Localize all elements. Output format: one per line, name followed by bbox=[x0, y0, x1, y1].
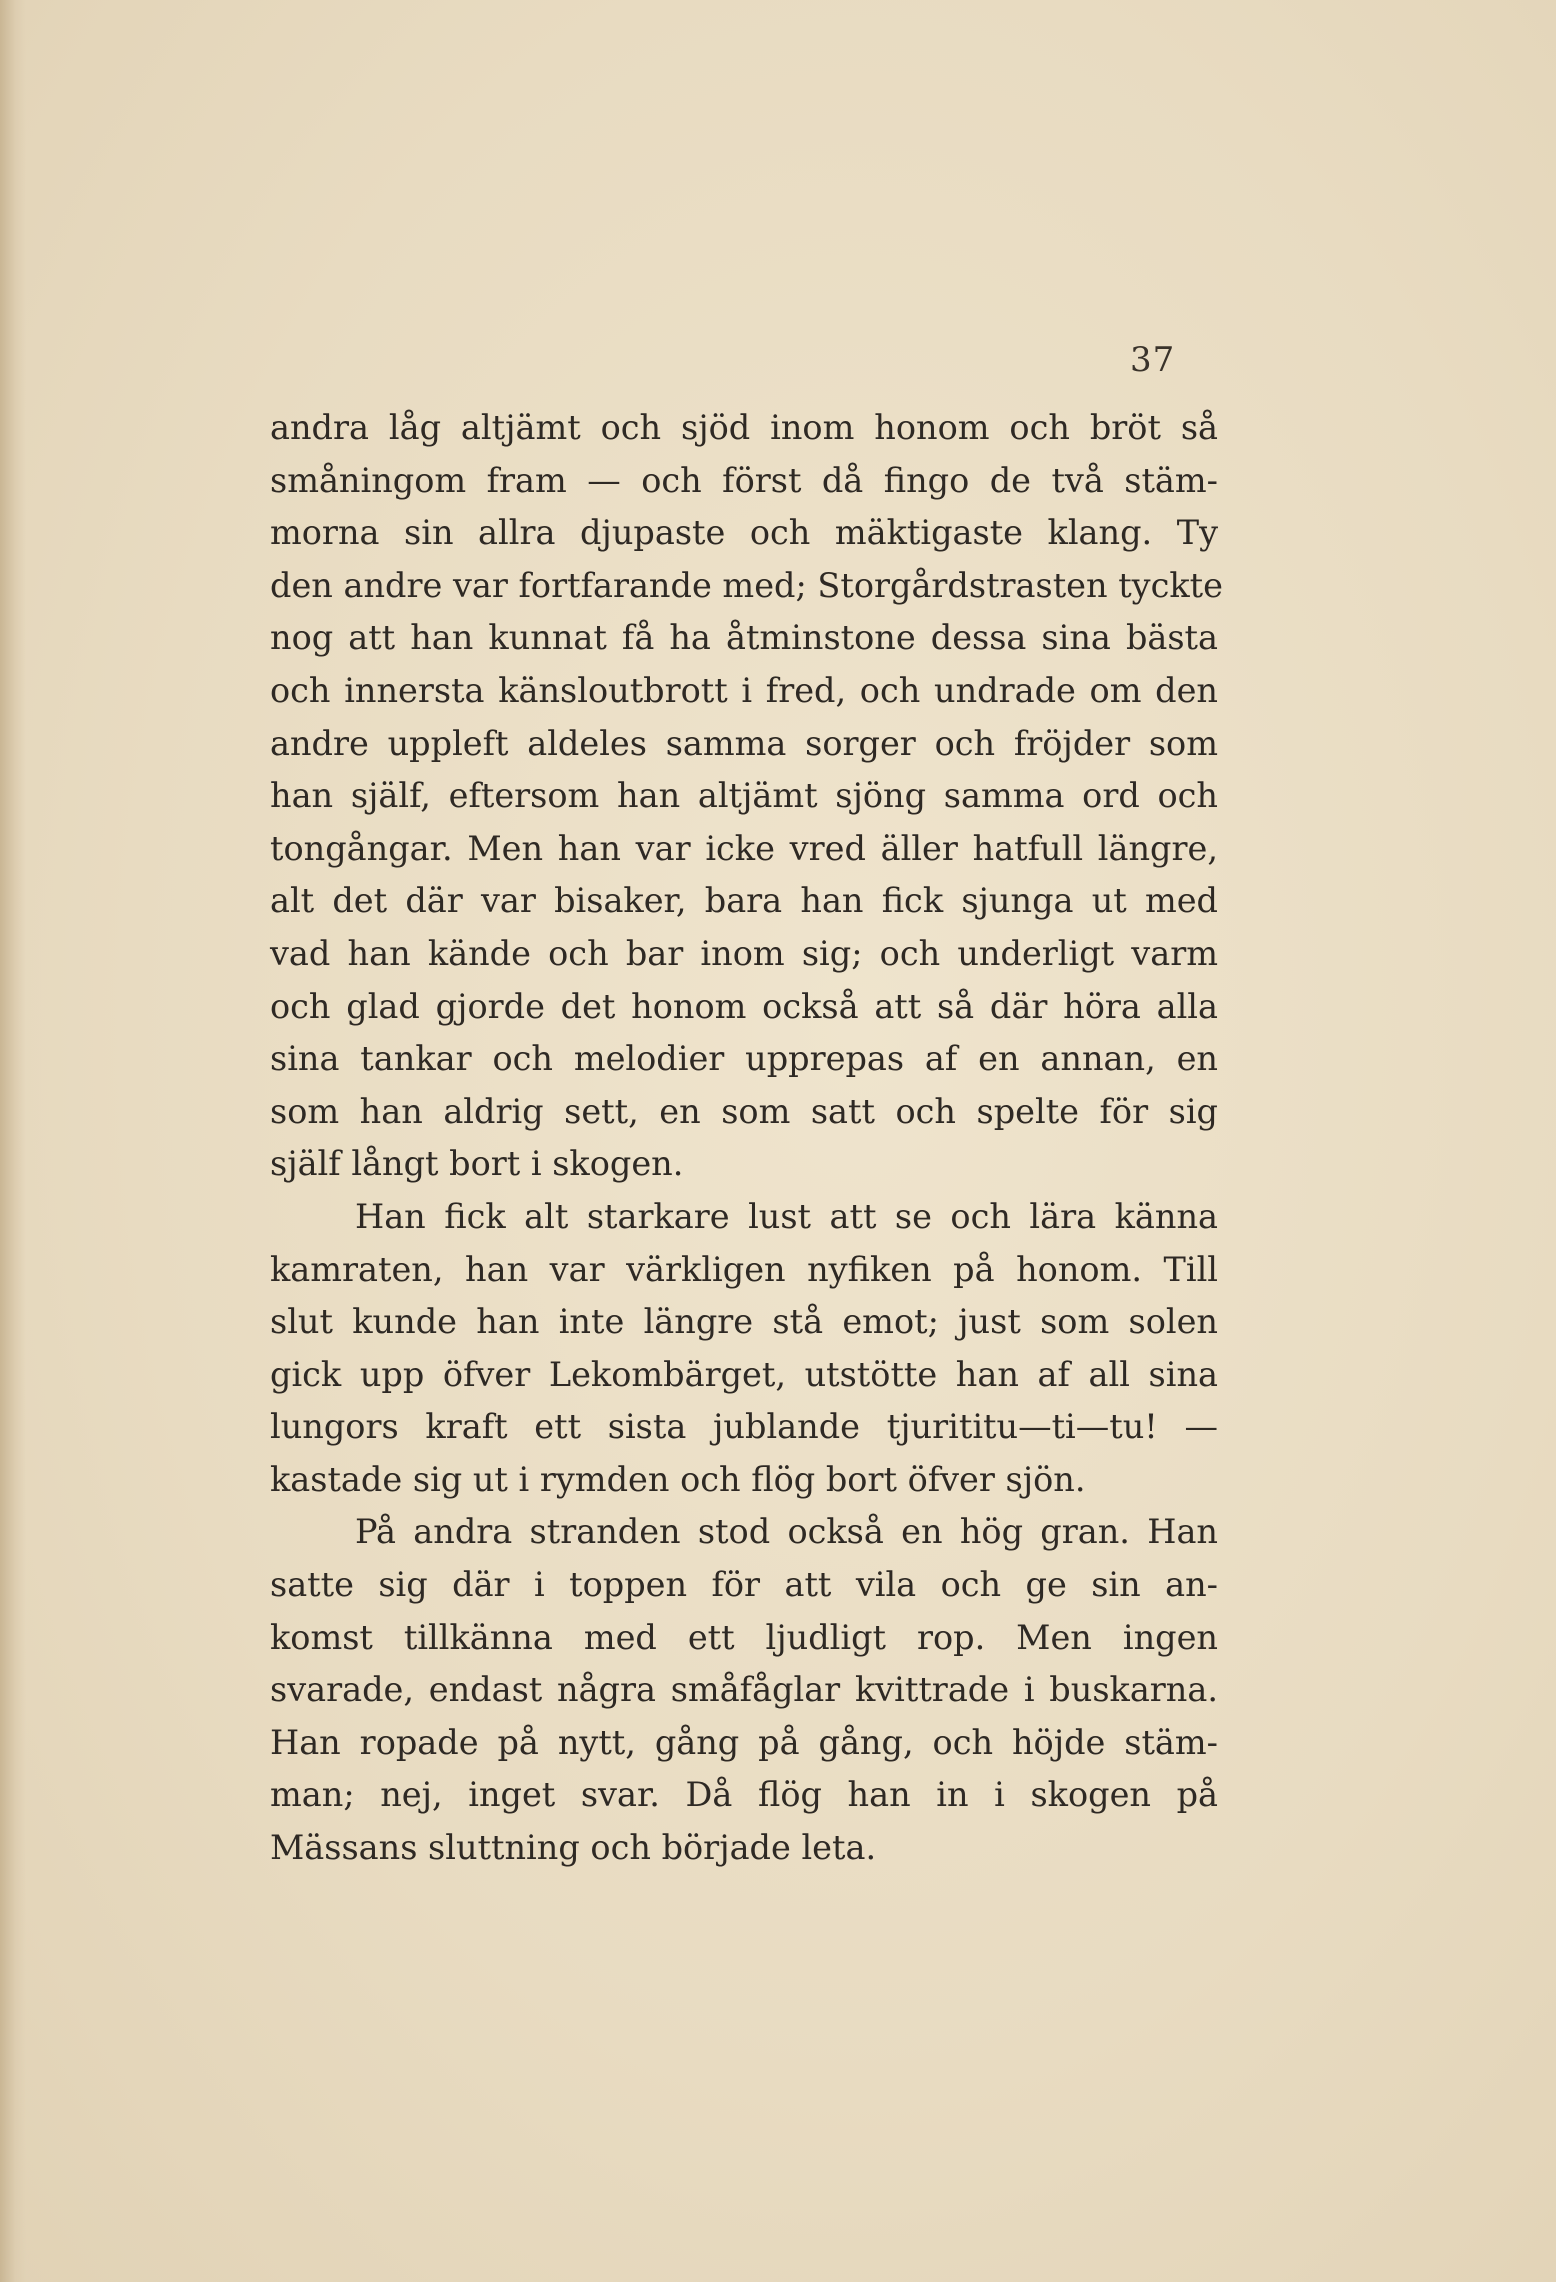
text-line: han själf, eftersom han altjämt sjöng samma ord och bbox=[270, 776, 1218, 816]
text-line: svarade, endast några småfåglar kvittrade i buskarna. bbox=[270, 1670, 1218, 1710]
text-line: tongångar. Men han var icke vred äller hatfull längre, bbox=[270, 828, 1218, 868]
page-number: 37 bbox=[1130, 340, 1176, 380]
text-line: nog att han kunnat få ha åtminstone dessa sina bästa bbox=[270, 618, 1218, 658]
text-line: satte sig där i toppen för att vila och ge sin an- bbox=[270, 1565, 1218, 1605]
text-line: som han aldrig sett, en som satt och spelte för sig bbox=[270, 1091, 1218, 1131]
text-line: själf långt bort i skogen. bbox=[270, 1144, 684, 1184]
text-line: andra låg altjämt och sjöd inom honom och bröt så bbox=[270, 408, 1218, 447]
text-line: komst tillkänna med ett ljudligt rop. Men ingen bbox=[270, 1617, 1218, 1657]
text-line: kamraten, han var värkligen nyfiken på honom. Till bbox=[270, 1249, 1218, 1289]
text-line: På andra stranden stod också en hög gran. Han bbox=[355, 1512, 1218, 1552]
text-line: andre uppleft aldeles samma sorger och fröjder som bbox=[270, 723, 1218, 763]
text-line: kastade sig ut i rymden och flög bort öfver sjön. bbox=[270, 1459, 1086, 1499]
text-line: slut kunde han inte längre stå emot; just som solen bbox=[270, 1302, 1218, 1342]
text-line: alt det där var bisaker, bara han fick sjunga ut med bbox=[270, 881, 1218, 921]
text-line: småningom fram — och först då fingo de två stäm- bbox=[270, 460, 1218, 500]
text-line: den andre var fortfarande med; Storgårdstrasten tyckte bbox=[270, 565, 1223, 605]
text-line: morna sin allra djupaste och mäktigaste klang. Ty bbox=[270, 513, 1218, 553]
text-line: lungors kraft ett sista jublande tjurititu—ti—tu! — bbox=[270, 1407, 1218, 1447]
text-line: vad han kände och bar inom sig; och underligt varm bbox=[270, 933, 1218, 973]
text-line: och innersta känsloutbrott i fred, och undrade om den bbox=[270, 670, 1218, 710]
body-text bbox=[270, 402, 1223, 1875]
text-line: gick upp öfver Lekombärget, utstötte han af all sina bbox=[270, 1354, 1218, 1394]
text-line: Han ropade på nytt, gång på gång, och höjde stäm- bbox=[270, 1722, 1218, 1762]
text-line: Mässans sluttning och började leta. bbox=[270, 1828, 877, 1868]
text-line: och glad gjorde det honom också att så där höra alla bbox=[270, 986, 1218, 1026]
text-line: sina tankar och melodier upprepas af en annan, en bbox=[270, 1039, 1218, 1079]
text-line: Han fick alt starkare lust att se och lära känna bbox=[355, 1196, 1218, 1236]
text-line: man; nej, inget svar. Då flög han in i skogen på bbox=[270, 1775, 1218, 1815]
spine-shadow bbox=[0, 0, 26, 2282]
